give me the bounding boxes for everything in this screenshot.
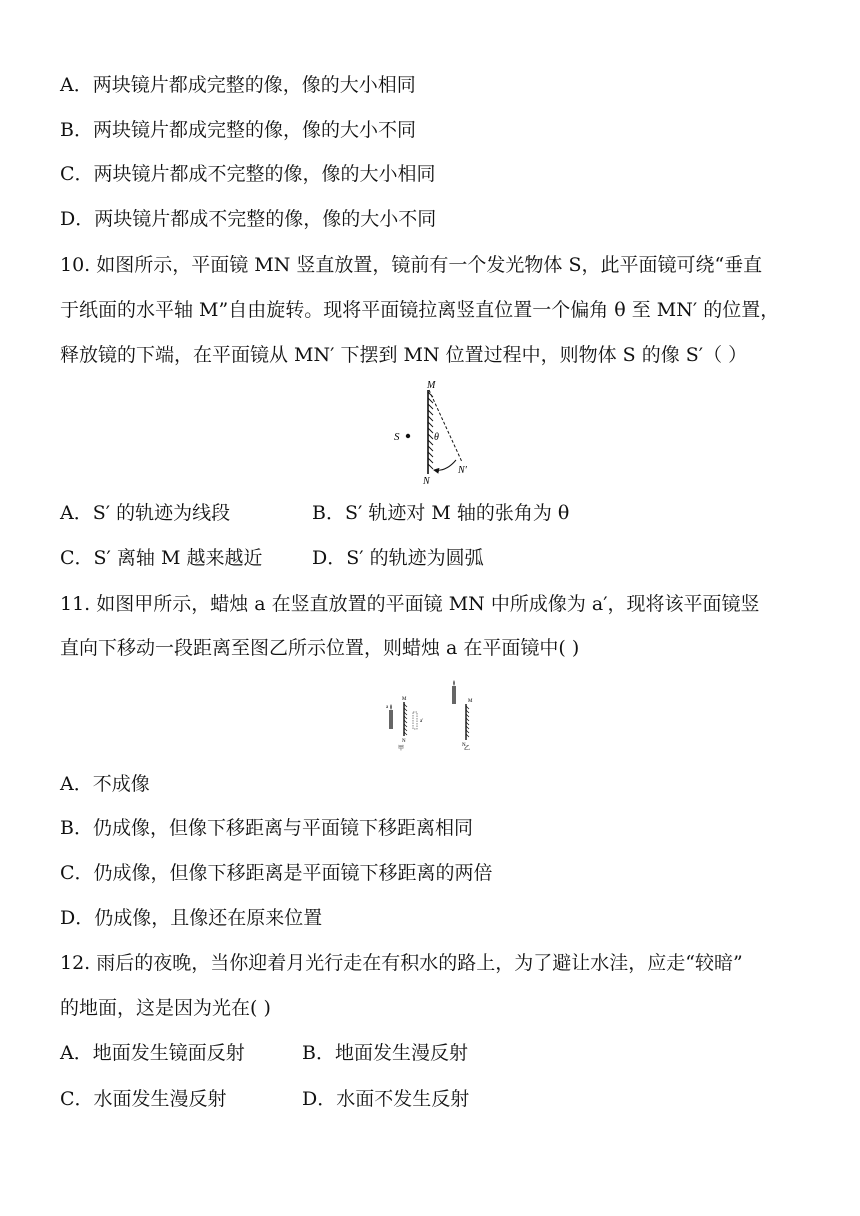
q9-option-a: A．两块镜片都成完整的像，像的大小相同 bbox=[60, 74, 416, 96]
q11-stem-line-1: 11. 如图甲所示，蜡烛 a 在竖直放置的平面镜 MN 中所成像为 a′，现将该平面镜竖 bbox=[60, 593, 760, 615]
label-a-prime: a′ bbox=[420, 719, 424, 724]
figure-yi bbox=[452, 680, 473, 752]
label-m-yi: M bbox=[468, 699, 473, 704]
q12-option-d: D．水面不发生反射 bbox=[302, 1088, 470, 1110]
q11-stem-line-2: 直向下移动一段距离至图乙所示位置，则蜡烛 a 在平面镜中( ) bbox=[60, 637, 580, 659]
label-n-yi: N bbox=[462, 743, 466, 748]
swing-arrow bbox=[434, 460, 456, 470]
q11-option-d: D．仍成像，且像还在原来位置 bbox=[60, 907, 323, 929]
label-a: a bbox=[386, 705, 389, 710]
q12-stem-line-2: 的地面，这是因为光在( ) bbox=[60, 997, 271, 1019]
label-yi: 乙 bbox=[464, 746, 471, 752]
q10-option-c: C．S′ 离轴 M 越来越近 bbox=[60, 547, 263, 569]
q10-mirror-figure bbox=[386, 378, 486, 486]
mirror-mn-prime bbox=[429, 390, 462, 462]
q9-option-b: B．两块镜片都成完整的像，像的大小不同 bbox=[60, 119, 416, 141]
figure-jia bbox=[386, 697, 423, 752]
q10-option-a: A．S′ 的轨迹为线段 bbox=[60, 502, 231, 524]
label-n-jia: N bbox=[402, 739, 406, 744]
light-source-s bbox=[406, 434, 410, 438]
label-m: M bbox=[427, 380, 436, 391]
q10-option-d: D．S′ 的轨迹为圆弧 bbox=[312, 547, 484, 569]
q11-option-a: A．不成像 bbox=[60, 773, 150, 795]
q10-stem-line-1: 10. 如图所示，平面镜 MN 竖直放置，镜前有一个发光物体 S，此平面镜可绕“垂直 bbox=[60, 254, 763, 276]
candle-a-flame bbox=[390, 704, 392, 710]
label-n-prime: N′ bbox=[458, 465, 467, 476]
q10-stem-line-3: 释放镜的下端，在平面镜从 MN′ 下摆到 MN 位置过程中，则物体 S 的像 S′（ ） bbox=[60, 344, 748, 366]
q9-option-d: D．两块镜片都成不完整的像，像的大小不同 bbox=[60, 208, 437, 230]
q10-stem-line-2: 于纸面的水平轴 M”自由旋转。现将平面镜拉离竖直位置一个偏角 θ 至 MN′ 的位置， bbox=[60, 299, 780, 321]
q11-option-c: C．仍成像，但像下移距离是平面镜下移距离的两倍 bbox=[60, 862, 493, 884]
label-m-jia: M bbox=[402, 697, 407, 702]
q12-option-c: C．水面发生漫反射 bbox=[60, 1088, 227, 1110]
candle-a-yi bbox=[452, 686, 456, 704]
mirror-mn bbox=[428, 390, 433, 474]
q10-option-b: B．S′ 轨迹对 M 轴的张角为 θ bbox=[312, 502, 570, 524]
candle-a-yi-flame bbox=[453, 680, 455, 686]
q12-option-a: A．地面发生镜面反射 bbox=[60, 1042, 245, 1064]
label-theta: θ bbox=[434, 432, 439, 443]
q12-stem-line-1: 12. 雨后的夜晚，当你迎着月光行走在有积水的路上，为了避让水洼，应走“较暗” bbox=[60, 952, 743, 974]
q9-option-c: C．两块镜片都成不完整的像，像的大小相同 bbox=[60, 163, 436, 185]
candle-a bbox=[389, 710, 393, 729]
q11-candle-figure bbox=[382, 676, 482, 756]
label-s: S bbox=[394, 431, 400, 443]
label-n: N bbox=[423, 476, 430, 486]
q11-option-b: B．仍成像，但像下移距离与平面镜下移距离相同 bbox=[60, 817, 473, 839]
q12-option-b: B．地面发生漫反射 bbox=[302, 1042, 468, 1064]
candle-image-a-prime bbox=[413, 712, 417, 729]
label-jia: 甲 bbox=[398, 746, 405, 752]
